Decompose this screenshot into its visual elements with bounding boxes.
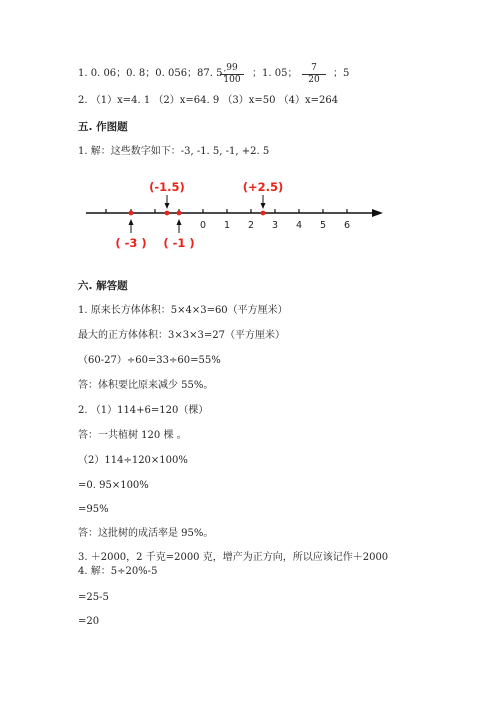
tick-label-0: 0: [199, 220, 207, 231]
answer-line-1: [78, 68, 233, 80]
fraction-denominator: 100: [223, 75, 241, 85]
point-minus-3: [129, 211, 134, 216]
tick-label-6: 6: [343, 220, 351, 231]
fraction-numerator: 99: [220, 63, 244, 75]
fraction-99-100: [220, 63, 244, 86]
answer-1-part-c: ；5: [333, 68, 350, 79]
solution-line-6: 答：一共植树 120 棵 。: [78, 430, 187, 441]
number-line-diagram: [80, 175, 390, 255]
section-6-title: 六. 解答题: [78, 280, 128, 292]
callout-minus-1: ( -1 ): [163, 236, 195, 250]
solution-line-12: 4. 解：5÷20%-5: [78, 566, 158, 577]
point-minus-1: [177, 211, 182, 216]
point-plus-2-5: [261, 211, 266, 216]
solution-line-1: 1. 原来长方体体积：5×4×3=60（平方厘米）: [78, 305, 288, 316]
solution-line-4: 答：体积要比原来减少 55%。: [78, 380, 214, 391]
solution-line-10: 答：这批树的成活率是 95%。: [78, 528, 214, 539]
number-line-tick-labels: [200, 220, 350, 231]
answer-line-1-middle: [252, 68, 297, 80]
section-5-line-1: 1. 解：这些数字如下：-3, -1. 5, -1, +2. 5: [78, 146, 270, 157]
answer-line-2: 2. （1）x=4. 1 （2）x=64. 9 （3）x=50 （4）x=264: [78, 95, 339, 106]
callout-minus-1-5: (-1.5): [149, 180, 185, 194]
solution-line-9: =95%: [78, 504, 109, 515]
section-5-title: 五. 作图题: [78, 121, 128, 133]
solution-line-7: （2）114÷120×100%: [78, 455, 188, 466]
answer-1-part-b: ；1. 05；: [252, 68, 298, 79]
solution-line-8: =0. 95×100%: [78, 480, 149, 491]
number-line-callouts: [115, 180, 283, 250]
solution-line-5: 2. （1）114+6=120（棵）: [78, 405, 209, 416]
fraction-denominator: 20: [308, 75, 320, 85]
tick-label-3: 3: [271, 220, 279, 231]
fraction-7-20: [302, 63, 326, 86]
fraction-numerator: 7: [302, 63, 326, 75]
solution-line-11: 3. ＋2000，2 千克=2000 克，增产为正方向，所以应该记作＋2000: [78, 552, 389, 563]
tick-label-5: 5: [319, 220, 327, 231]
callout-plus-2-5: (+2.5): [242, 180, 284, 194]
solution-line-14: =20: [78, 616, 100, 627]
number-line-arrowhead: [372, 209, 383, 217]
number-line-arrows: [129, 195, 266, 233]
point-minus-1-5: [165, 211, 170, 216]
answer-1-part-a: 1. 0. 06；0. 8；0. 056；87. 5；: [78, 68, 233, 79]
tick-label-1: 1: [223, 220, 231, 231]
callout-minus-3: ( -3 ): [115, 236, 147, 250]
solution-line-3: （60-27）÷60=33÷60=55%: [78, 355, 221, 366]
solution-line-2: 最大的正方体体积：3×3×3=27（平方厘米）: [78, 330, 285, 341]
answer-line-1-end: [333, 68, 349, 80]
tick-label-2: 2: [247, 220, 255, 231]
solution-line-13: =25-5: [78, 592, 109, 603]
tick-label-4: 4: [295, 220, 303, 231]
